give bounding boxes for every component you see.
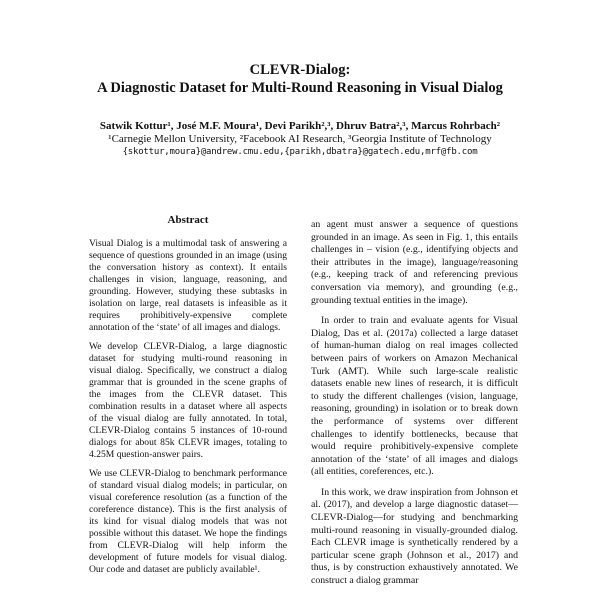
right-column bbox=[311, 219, 518, 596]
paper-title bbox=[0, 61, 600, 97]
author-block bbox=[0, 120, 600, 159]
author-affiliations: ¹Carnegie Mellon University, ²Facebook AI Research, ³Georgia Institute of Technology bbox=[108, 133, 492, 145]
intro-paragraph-1: an agent must answer a sequence of questions grounded in an image. As seen in Fig. 1, this entails challenges in – vision (e.g., identifying objects and their attributes in the image), language/reasoning (e.g., keeping track of and referencing previous conversation via memory), and grounding (e.g., grounding textual entities in the image). bbox=[311, 219, 518, 306]
author-emails: {skottur,moura}@andrew.cmu.edu,{parikh,dbatra}@gatech.edu,mrf@fb.com bbox=[122, 147, 478, 157]
title-line-2: A Diagnostic Dataset for Multi-Round Reasoning in Visual Dialog bbox=[97, 80, 503, 96]
abstract-paragraph-2: We develop CLEVR-Dialog, a large diagnostic dataset for studying multi-round reasoning in visual dialog. Specifically, we construct a dialog grammar that is grounded in the scene graphs of the images from the CLEVR dataset. This combination results in a dataset where all aspects of the visual dialog are fully annotated. In total, CLEVR-Dialog contains 5 instances of 10-round dialogs for about 85k CLEVR images, totaling to 4.25M question-answer pairs. bbox=[89, 341, 287, 460]
intro-paragraph-2: In order to train and evaluate agents for Visual Dialog, Das et al. (2017a) collected a large dataset of human-human dialog on real images collected between pairs of workers on Amazon Mechanical Turk (AMT). While such large-scale realistic datasets enable new lines of research, it is difficult to study the different challenges (vision, language, reasoning, grounding) in isolation or to break down the performance of systems over different challenges to identify bottlenecks, because that would require prohibitively-expensive complete annotation of the ‘state’ of all images and dialogs (all entities, coreferences, etc.). bbox=[311, 315, 518, 478]
intro-paragraph-3: In this work, we draw inspiration from Johnson et al. (2017), and develop a large diagnostic dataset—CLEVR-Dialog—for studying and benchmarking multi-round reasoning in visually-grounded dialog. Each CLEVR image is synthetically rendered by a particular scene graph (Johnson et al., 2017) and thus, is by construction exhaustively annotated. We construct a dialog grammar bbox=[311, 486, 518, 587]
abstract-paragraph-3: We use CLEVR-Dialog to benchmark performance of standard visual dialog models; in particular, on visual coreference resolution (as a function of the coreference distance). This is the first analysis of its kind for visual dialog models that was not possible without this dataset. We hope the findings from CLEVR-Dialog will help inform the development of future models for visual dialog. Our code and dataset are publicly available¹. bbox=[89, 468, 287, 575]
abstract-heading: Abstract bbox=[167, 214, 209, 226]
abstract-paragraph-1: Visual Dialog is a multimodal task of answering a sequence of questions grounded in an image (using the conversation history as context). It entails challenges in vision, language, reasoning, and grounding. However, studying these subtasks in isolation on large, real datasets is infeasible as it requires prohibitively-expensive complete annotation of the ‘state’ of all images and dialogs. bbox=[89, 238, 287, 333]
author-names: Satwik Kottur¹, José M.F. Moura¹, Devi Parikh²,³, Dhruv Batra²,³, Marcus Rohrbach² bbox=[99, 120, 501, 132]
title-line-1: CLEVR-Dialog: bbox=[249, 62, 351, 78]
left-column bbox=[89, 214, 287, 583]
